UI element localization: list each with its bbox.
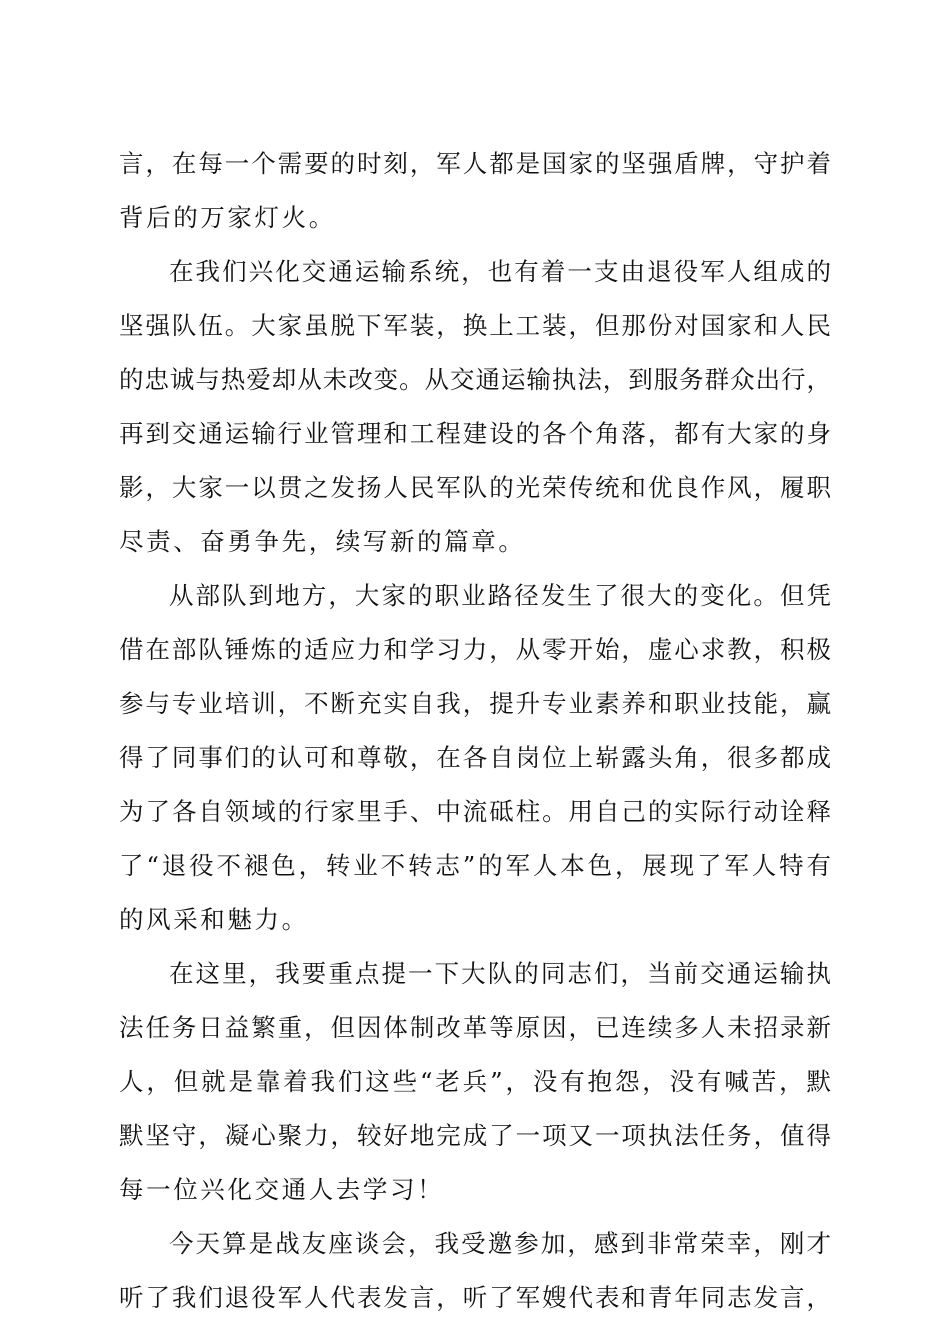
text-line: 借在部队锤炼的适应力和学习力，从零开始，虚心求教，积极 bbox=[119, 635, 831, 664]
text-line: 言，在每一个需要的时刻，军人都是国家的坚强盾牌，守护着 bbox=[119, 149, 831, 178]
text-line: 影，大家一以贯之发扬人民军队的光荣传统和优良作风，履职 bbox=[119, 473, 831, 502]
text-line: 在我们兴化交通运输系统，也有着一支由退役军人组成的 bbox=[169, 257, 831, 286]
text-line: 从部队到地方，大家的职业路径发生了很大的变化。但凭 bbox=[169, 581, 831, 610]
text-line: 法任务日益繁重，但因体制改革等原因，已连续多人未招录新 bbox=[119, 1013, 831, 1042]
text-line: 坚强队伍。大家虽脱下军装，换上工装，但那份对国家和人民 bbox=[119, 311, 831, 340]
text-line: 在这里，我要重点提一下大队的同志们，当前交通运输执 bbox=[169, 959, 831, 988]
paragraph bbox=[119, 569, 831, 947]
paragraph bbox=[119, 947, 831, 1217]
text-line: 了“退役不褪色，转业不转志”的军人本色，展现了军人特有 bbox=[119, 851, 831, 880]
text-line: 参与专业培训，不断充实自我，提升专业素养和职业技能，赢 bbox=[119, 689, 831, 718]
text-line: 得了同事们的认可和尊敬，在各自岗位上崭露头角，很多都成 bbox=[119, 743, 831, 772]
text-line: 每一位兴化交通人去学习！ bbox=[119, 1175, 445, 1204]
text-line: 今天算是战友座谈会，我受邀参加，感到非常荣幸，刚才 bbox=[169, 1229, 831, 1258]
text-line: 背后的万家灯火。 bbox=[119, 203, 336, 232]
text-line: 的风采和魅力。 bbox=[119, 905, 309, 934]
document-body bbox=[119, 137, 831, 1325]
text-line: 听了我们退役军人代表发言，听了军嫂代表和青年同志发言， bbox=[119, 1283, 831, 1312]
text-line: 再到交通运输行业管理和工程建设的各个角落，都有大家的身 bbox=[119, 419, 831, 448]
paragraph bbox=[119, 137, 831, 245]
paragraph bbox=[119, 245, 831, 569]
paragraph bbox=[119, 1217, 831, 1325]
text-line: 人，但就是靠着我们这些“老兵”，没有抱怨，没有喊苦，默 bbox=[119, 1067, 831, 1096]
text-line: 的忠诚与热爱却从未改变。从交通运输执法，到服务群众出行， bbox=[119, 365, 831, 394]
text-line: 默坚守，凝心聚力，较好地完成了一项又一项执法任务，值得 bbox=[119, 1121, 831, 1150]
text-line: 尽责、奋勇争先，续写新的篇章。 bbox=[119, 527, 526, 556]
text-line: 为了各自领域的行家里手、中流砥柱。用自己的实际行动诠释 bbox=[119, 797, 831, 826]
